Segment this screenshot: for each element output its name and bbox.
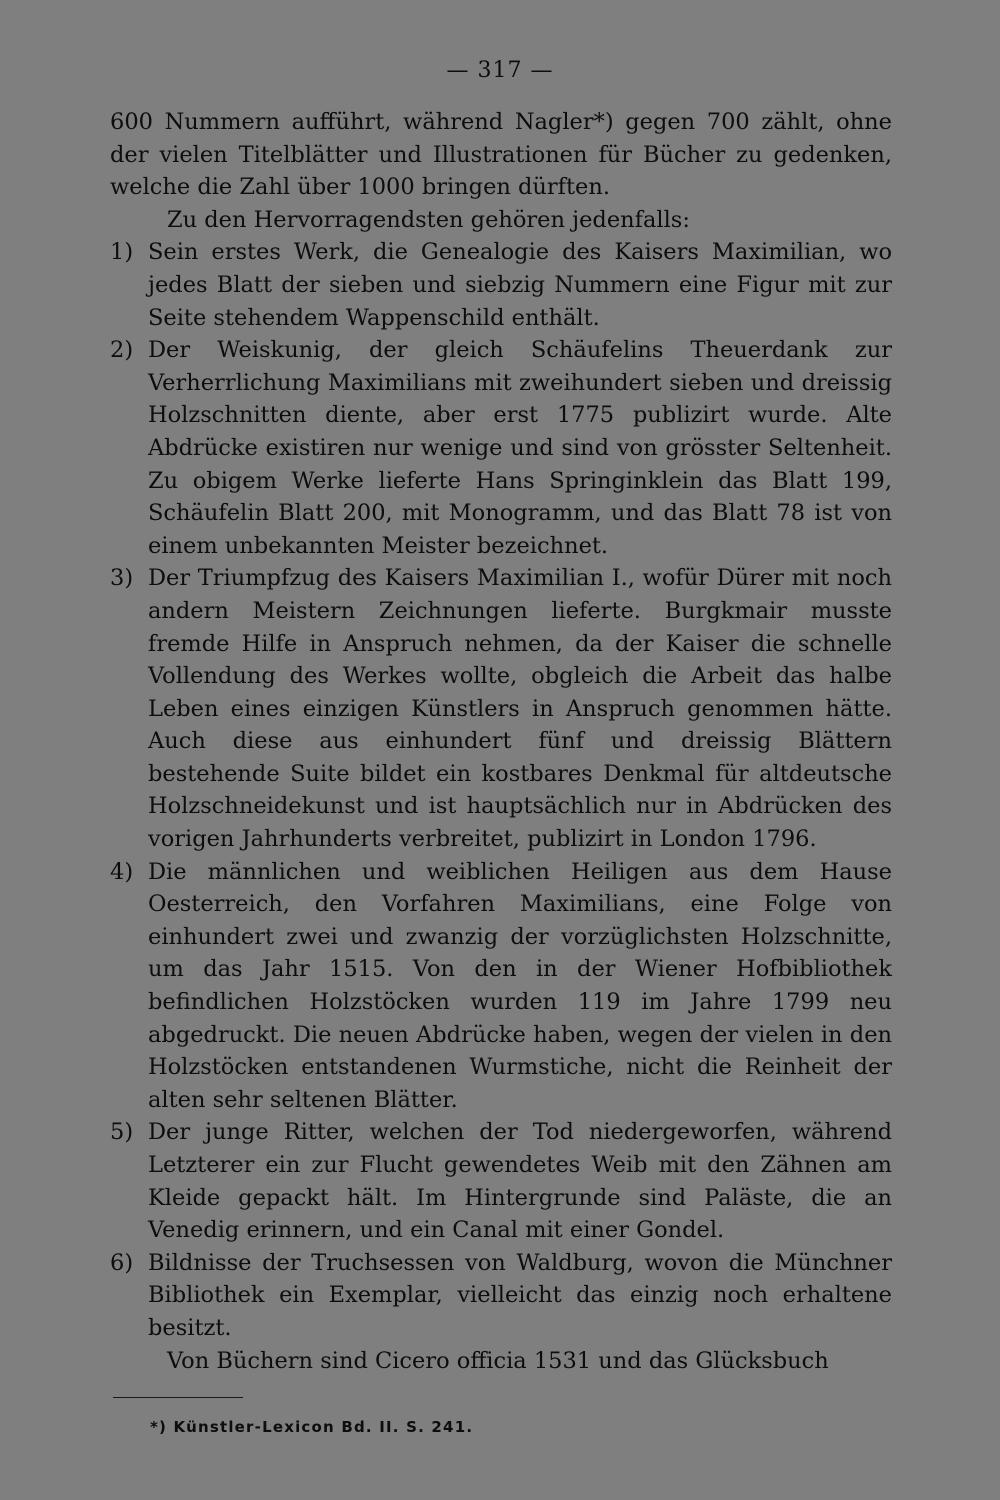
list-item bbox=[110, 1116, 892, 1246]
lead-paragraph: Zu den Hervorragendsten gehören jedenfalls: bbox=[167, 206, 690, 233]
list-item-number: 2) bbox=[110, 337, 134, 364]
body-text bbox=[110, 106, 892, 1377]
list-item-number: 5) bbox=[110, 1119, 134, 1146]
list-item-text: Die männlichen und weiblichen Heiligen aus dem Hause Oesterreich, den Vorfahren Maximilians, eine Folge von einhundert zwei und zwanzig der vorzüglichsten Holzschnitte, um das Jahr 1515. Von den in der Wiener Hofbibliothek befindlichen Holzstöcken wurden 119 im Jahre 1799 neu abgedruckt. Die neuen Abdrücke haben, wegen der vielen in den Holzstöcken entstandenen Wurmstiche, nicht die Reinheit der alten sehr seltenen Blätter. bbox=[148, 858, 892, 1113]
list-item-number: 1) bbox=[110, 239, 134, 266]
intro-paragraph: 600 Nummern aufführt, während Nagler*) gegen 700 zählt, ohne der vielen Titelblätter und Illustrationen für Bücher zu gedenken, welche die Zahl über 1000 bringen dürften. bbox=[110, 109, 892, 201]
list-item-text: Der Triumpfzug des Kaisers Maximilian I., wofür Dürer mit noch andern Meistern Zeichnungen lieferte. Burgkmair musste fremde Hilfe in Anspruch nehmen, da der Kaiser die schnelle Vollendung des Werkes wollte, obgleich die Arbeit das halbe Leben eines einzigen Künstlers in Anspruch genommen hätte. Auch diese aus einhundert fünf und dreissig Blättern bestehende Suite bildet ein kostbares Denkmal für altdeutsche Holzschneidekunst und ist hauptsächlich nur in Abdrücken des vorigen Jahrhunderts verbreitet, publizirt in London 1796. bbox=[148, 565, 892, 853]
list-item-text: Bildnisse der Truchsessen von Waldburg, wovon die Münchner Bibliothek ein Exemplar, vielleicht das einzig noch erhaltene besitzt. bbox=[148, 1249, 892, 1341]
list-item bbox=[110, 236, 892, 334]
list-item-text: Der Weiskunig, der gleich Schäufelins Theuerdank zur Verherrlichung Maximilians mit zweihundert sieben und dreissig Holzschnitten diente, aber erst 1775 publizirt wurde. Alte Abdrücke existiren nur wenige und sind von grösster Seltenheit. Zu obigem Werke lieferte Hans Springinklein das Blatt 199, Schäufelin Blatt 200, mit Monogramm, und das Blatt 78 ist von einem unbekannten Meister bezeichnet. bbox=[148, 337, 892, 559]
list-item bbox=[110, 1247, 892, 1345]
list-item bbox=[110, 856, 892, 1117]
list-item-number: 3) bbox=[110, 565, 134, 592]
page-number: — 317 — bbox=[446, 58, 554, 83]
closing-paragraph: Von Büchern sind Cicero officia 1531 und das Glücksbuch bbox=[167, 1347, 829, 1374]
list-item-text: Der junge Ritter, welchen der Tod niedergeworfen, während Letzterer ein zur Flucht gewendetes Weib mit den Zähnen am Kleide gepackt hält. Im Hintergrunde sind Paläste, die an Venedig erinnern, und ein Canal mit einer Gondel. bbox=[148, 1119, 892, 1244]
footnote-divider bbox=[113, 1397, 243, 1398]
list-item-number: 6) bbox=[110, 1249, 134, 1276]
list-item bbox=[110, 334, 892, 562]
footnote: *) Künstler-Lexicon Bd. II. S. 241. bbox=[150, 1418, 474, 1436]
list-item-number: 4) bbox=[110, 858, 134, 885]
list-item-text: Sein erstes Werk, die Genealogie des Kaisers Maximilian, wo jedes Blatt der sieben und siebzig Nummern eine Figur mit zur Seite stehendem Wappenschild enthält. bbox=[148, 239, 892, 331]
list-item bbox=[110, 562, 892, 855]
